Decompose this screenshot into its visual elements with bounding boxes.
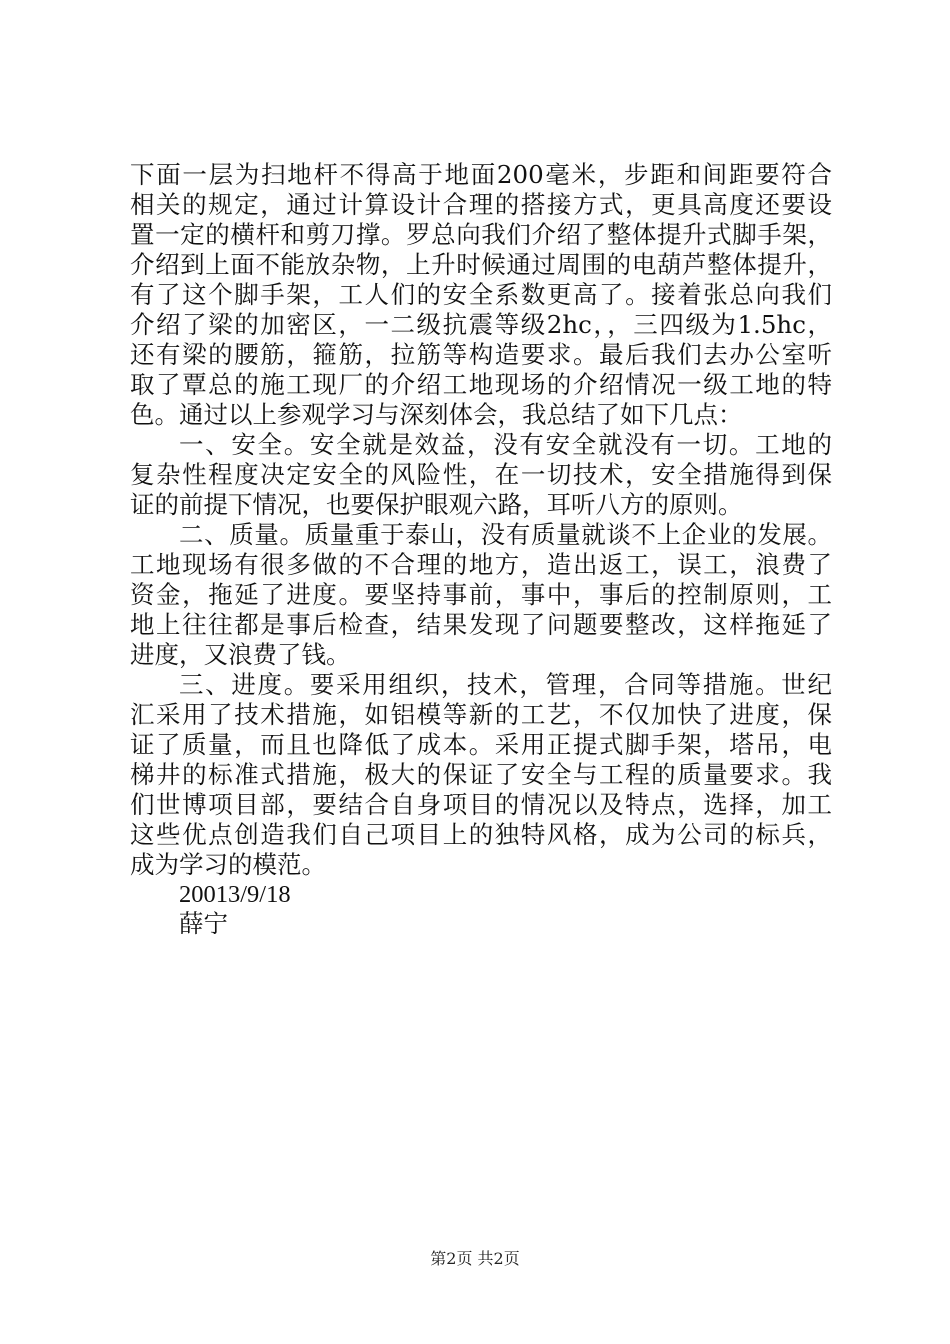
author-signature: 薛宁	[179, 911, 228, 938]
paragraph-line: 进度，又浪费了钱。	[130, 640, 351, 669]
paragraph-line: 介绍了梁的加密区，一二级抗震等级2hc，，三四级为1.5hc，	[130, 310, 832, 339]
paragraph-line: 相关的规定，通过计算设计合理的搭接方式，更具高度还要设	[130, 190, 832, 219]
document-body	[130, 160, 832, 940]
paragraph-line: 介绍到上面不能放杂物，上升时候通过周围的电葫芦整体提升，	[130, 250, 832, 279]
paragraph-line: 成为学习的模范。	[130, 850, 326, 879]
paragraph-line: 梯井的标准式措施，极大的保证了安全与工程的质量要求。我	[130, 760, 832, 789]
paragraph-line: 们世博项目部，要结合自身项目的情况以及特点，选择，加工	[130, 790, 832, 819]
paragraph-line: 还有梁的腰筋，箍筋，拉筋等构造要求。最后我们去办公室听	[130, 340, 832, 369]
paragraph-line: 汇采用了技术措施，如铝模等新的工艺，不仅加快了进度，保	[130, 700, 832, 729]
paragraph-line: 证的前提下情况，也要保护眼观六路，耳听八方的原则。	[130, 490, 743, 519]
paragraph-line: 资金，拖延了进度。要坚持事前，事中，事后的控制原则，工	[130, 580, 832, 609]
paragraph-first-line: 二、质量。质量重于泰山，没有质量就谈不上企业的发展。	[179, 520, 832, 549]
paragraph-line: 工地现场有很多做的不合理的地方，造出返工，误工，浪费了	[130, 550, 832, 579]
paragraph-line: 置一定的横杆和剪刀撑。罗总向我们介绍了整体提升式脚手架，	[130, 220, 832, 249]
paragraph-line: 这些优点创造我们自己项目上的独特风格，成为公司的标兵，	[130, 820, 832, 849]
document-date: 20013/9/18	[179, 881, 291, 908]
paragraph-line: 复杂性程度决定安全的风险性，在一切技术，安全措施得到保	[130, 460, 832, 489]
page-footer: 第2页 共2页	[430, 1249, 520, 1268]
paragraph-line: 下面一层为扫地杆不得高于地面200毫米，步距和间距要符合	[130, 160, 832, 189]
paragraph-first-line: 一、安全。安全就是效益，没有安全就没有一切。工地的	[179, 430, 832, 459]
paragraph-first-line: 三、进度。要采用组织，技术，管理，合同等措施。世纪	[179, 670, 832, 699]
paragraph-line: 地上往往都是事后检查，结果发现了问题要整改，这样拖延了	[130, 610, 832, 639]
paragraph-line: 色。通过以上参观学习与深刻体会，我总结了如下几点：	[130, 400, 743, 429]
paragraph-line: 有了这个脚手架，工人们的安全系数更高了。接着张总向我们	[130, 280, 832, 309]
paragraph-line: 取了覃总的施工现厂的介绍工地现场的介绍情况一级工地的特	[130, 370, 832, 399]
paragraph-line: 证了质量，而且也降低了成本。采用正提式脚手架，塔吊，电	[130, 730, 832, 759]
